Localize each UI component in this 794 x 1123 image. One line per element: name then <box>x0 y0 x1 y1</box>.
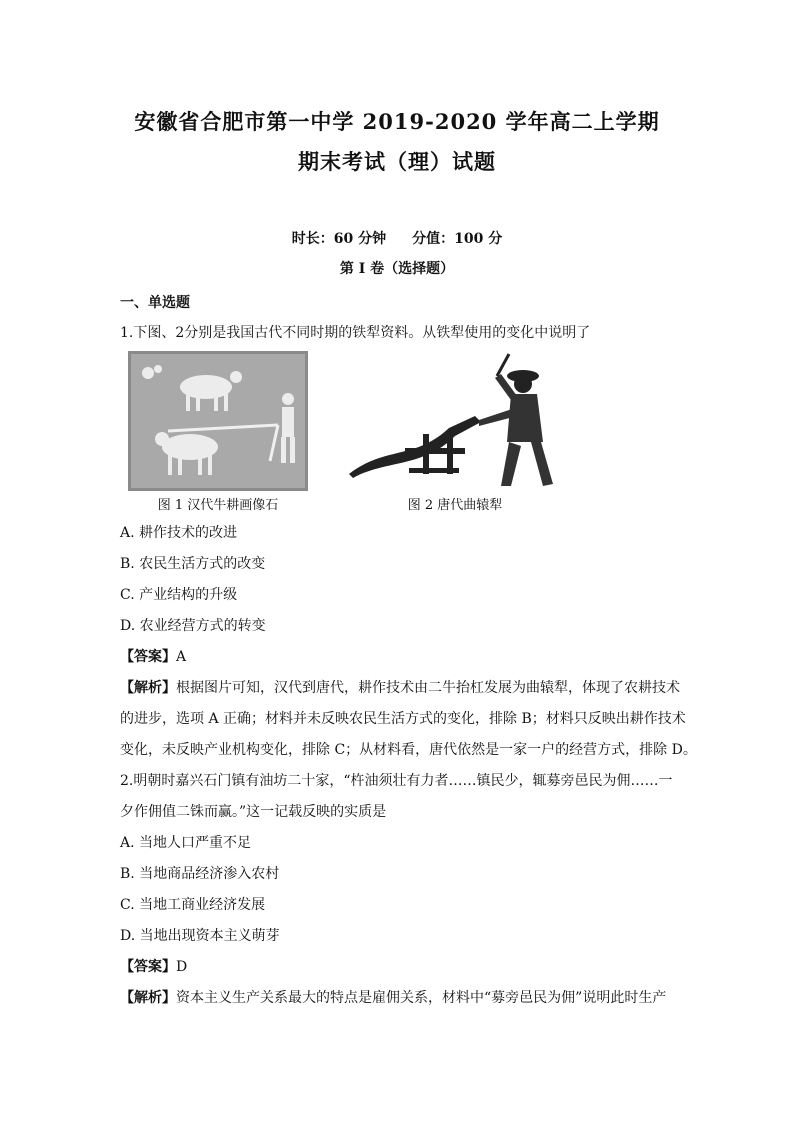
fig1-han-ox-plough-relief-image <box>128 351 308 491</box>
q1-option-d: D. 农业经营方式的转变 <box>120 618 266 634</box>
q2-stem-line-1: 2.明朝时嘉兴石门镇有油坊二十家，“杵油须壮有力者……镇民少，辄募旁邑民为佣……一 <box>120 773 673 789</box>
q1-stem: 1.下图、2分别是我国古代不同时期的铁犁资料。从铁犁使用的变化中说明了 <box>120 325 591 341</box>
q1-option-a: A. 耕作技术的改进 <box>120 525 238 541</box>
q2-option-d: D. 当地出现资本主义萌芽 <box>120 928 280 944</box>
q2-option-b: B. 当地商品经济渗入农村 <box>120 866 280 882</box>
q1-option-c: C. 产业结构的升级 <box>120 587 238 603</box>
fig2-caption: 图 2 唐代曲辕犁 <box>407 498 503 513</box>
q2-analysis-line-1: 【解析】资本主义生产关系最大的特点是雇佣关系，材料中“募旁邑民为佣”说明此时生产 <box>120 990 667 1006</box>
exam-duration: 时长：60 分钟 <box>291 231 387 247</box>
document-title-line1: 安徽省合肥市第一中学 2019-2020 学年高二上学期 <box>134 109 660 134</box>
exam-score: 分值：100 分 <box>412 231 503 247</box>
fig2-tang-curved-plough-image <box>345 350 570 492</box>
volume-heading: 第 I 卷（选择题） <box>339 261 455 277</box>
q1-answer <box>120 646 680 666</box>
q1-answer-value: A <box>176 649 187 665</box>
document-title-line2: 期末考试（理）试题 <box>298 149 496 174</box>
q1-analysis-label: 【解析】 <box>120 680 176 696</box>
exam-meta <box>0 228 794 248</box>
q2-option-a: A. 当地人口严重不足 <box>120 835 252 851</box>
section-heading: 一、单选题 <box>120 295 190 311</box>
fig1-caption: 图 1 汉代牛耕画像石 <box>157 498 279 513</box>
q2-answer-value: D <box>176 959 188 975</box>
q1-answer-label: 【答案】 <box>120 649 176 665</box>
q2-answer <box>120 956 680 976</box>
q2-stem-line-2: 夕作佣值二铢而赢。”这一记载反映的实质是 <box>120 804 387 820</box>
q2-analysis-label: 【解析】 <box>120 990 176 1006</box>
q1-analysis-line-3: 变化，未反映产业机构变化，排除 C；从材料看，唐代依然是一家一户的经营方式，排除 D。 <box>120 742 697 758</box>
q1-analysis-line-2: 的进步，选项 A 正确；材料并未反映农民生活方式的变化，排除 B；材料只反映出耕作技术 <box>120 711 686 727</box>
q2-option-c: C. 当地工商业经济发展 <box>120 897 266 913</box>
q2-answer-label: 【答案】 <box>120 959 176 975</box>
q1-option-b: B. 农民生活方式的改变 <box>120 556 266 572</box>
q1-analysis-line-1: 【解析】根据图片可知，汉代到唐代，耕作技术由二牛抬杠发展为曲辕犁，体现了农耕技术 <box>120 680 680 696</box>
